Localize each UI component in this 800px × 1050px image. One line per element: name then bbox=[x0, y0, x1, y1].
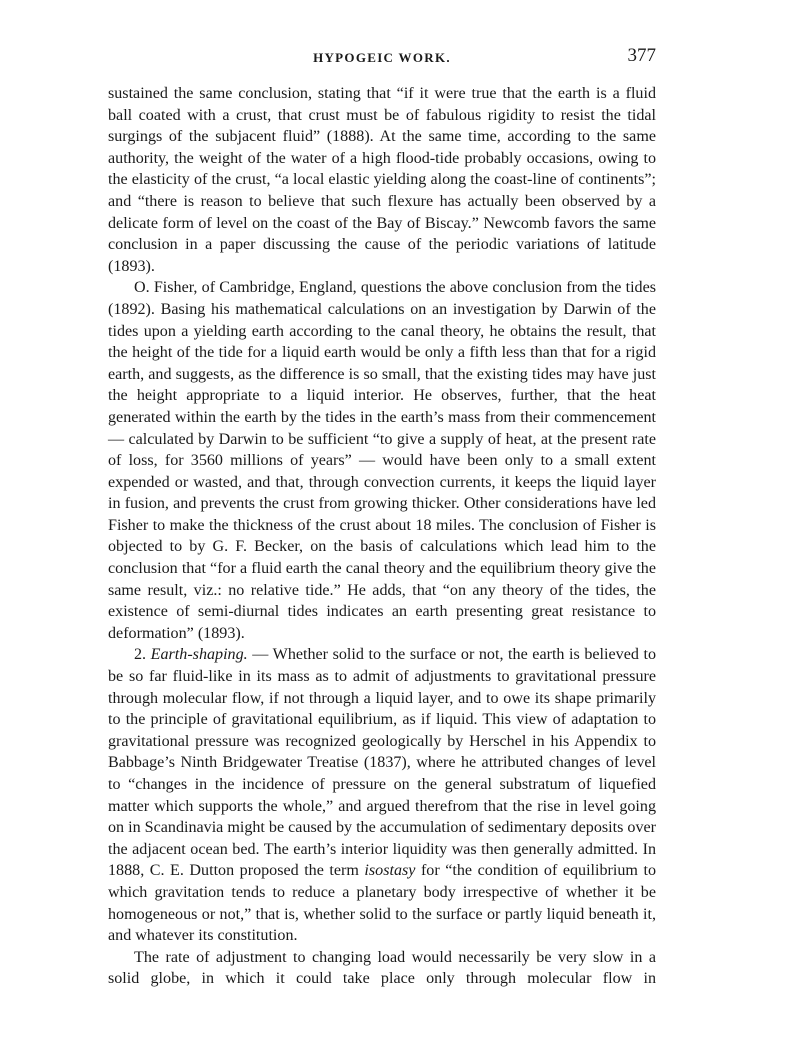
paragraph-text: O. Fisher, of Cambridge, England, questions the above conclusion from the tides (1892). Basing his mathematical calculations on an investigation by Darwin of the tides upon a yielding earth according to the canal theory, he obtains the result, that the height of the tide for a liquid earth would be only a fifth less than that for a rigid earth, and suggests, as the difference is so small, that the existing tides may have just the height appropriate to a liquid interior. He observes, further, that the heat generated within the earth by the tides in the earth’s mass from their commencement — calculated by Darwin to be sufficient “to give a supply of heat, at the present rate of loss, for 3560 millions of years” — would have been only to a small extent expended or wasted, and that, through convection currents, it keeps the liquid layer in fusion, and prevents the crust from growing thicker. Other considerations have led Fisher to make the thickness of the crust about 18 miles. The conclusion of Fisher is objected to by G. F. Becker, on the basis of calculations which lead him to the conclusion that “for a fluid earth the canal theory and the equilibrium theory give the same result, viz.: no relative tide.” He adds, that “on any theory of the tides, the existence of semi-diurnal tides indicates an earth presenting great resistance to deformation” (1893). bbox=[108, 279, 656, 642]
book-page bbox=[108, 0, 656, 1050]
page-header bbox=[108, 45, 656, 69]
body-text bbox=[108, 83, 656, 990]
paragraph-text: The rate of adjustment to changing load would necessarily be very slow in a solid globe, in which it could take place only through molecular flow in bbox=[108, 948, 656, 988]
paragraph-2 bbox=[108, 277, 656, 644]
paragraph-text: sustained the same conclusion, stating that “if it were true that the earth is a fluid ball coated with a crust, that crust must be of fabulous rigidity to resist the tidal surgings of the subjacent fluid” (1888). At the same time, according to the same authority, the weight of the water of a high flood-tide probably occasions, owing to the elasticity of the crust, “a local elastic yielding along the coast-line of continents”; and “there is reason to believe that such flexure has actually been observed by a delicate form of level on the coast of the Bay of Biscay.” Newcomb favors the same conclusion in a paper discussing the cause of the periodic variations of latitude (1893). bbox=[108, 85, 656, 275]
running-head: HYPOGEIC WORK. bbox=[313, 50, 451, 65]
paragraph-3-earth-shaping bbox=[108, 644, 656, 946]
page-number: 377 bbox=[627, 45, 656, 66]
paragraph-text: for “the condition of equilibrium to which gravitation tends to reduce a planetary body irrespective of whether it be homogeneous or not,” that is, whether solid to the surface or partly liquid beneath it, and whatever its constitution. bbox=[108, 862, 656, 945]
term-isostasy: isostasy bbox=[364, 862, 416, 880]
section-title: Earth-shaping. bbox=[150, 646, 248, 664]
section-number: 2. bbox=[134, 646, 151, 664]
paragraph-4 bbox=[108, 947, 656, 990]
paragraph-text: — Whether solid to the surface or not, the earth is believed to be so far fluid-like in its mass as to admit of adjustments to gravitational pressure through molecular flow, if not through a liquid layer, and to owe its shape primarily to the principle of gravitational equilibrium, as if liquid. This view of adaptation to gravitational pressure was recognized geologically by Herschel in his Appendix to Babbage’s Ninth Bridgewater Treatise (1837), where he attributed changes of level to “changes in the incidence of pressure on the general substratum of liquefied matter which supports the whole,” and argued therefrom that the rise in level going on in Scandinavia might be caused by the accumulation of sedimentary deposits over the adjacent ocean bed. The earth’s interior liquidity was then generally admitted. In 1888, C. E. Dutton proposed the term bbox=[108, 646, 656, 880]
paragraph-1 bbox=[108, 83, 656, 277]
